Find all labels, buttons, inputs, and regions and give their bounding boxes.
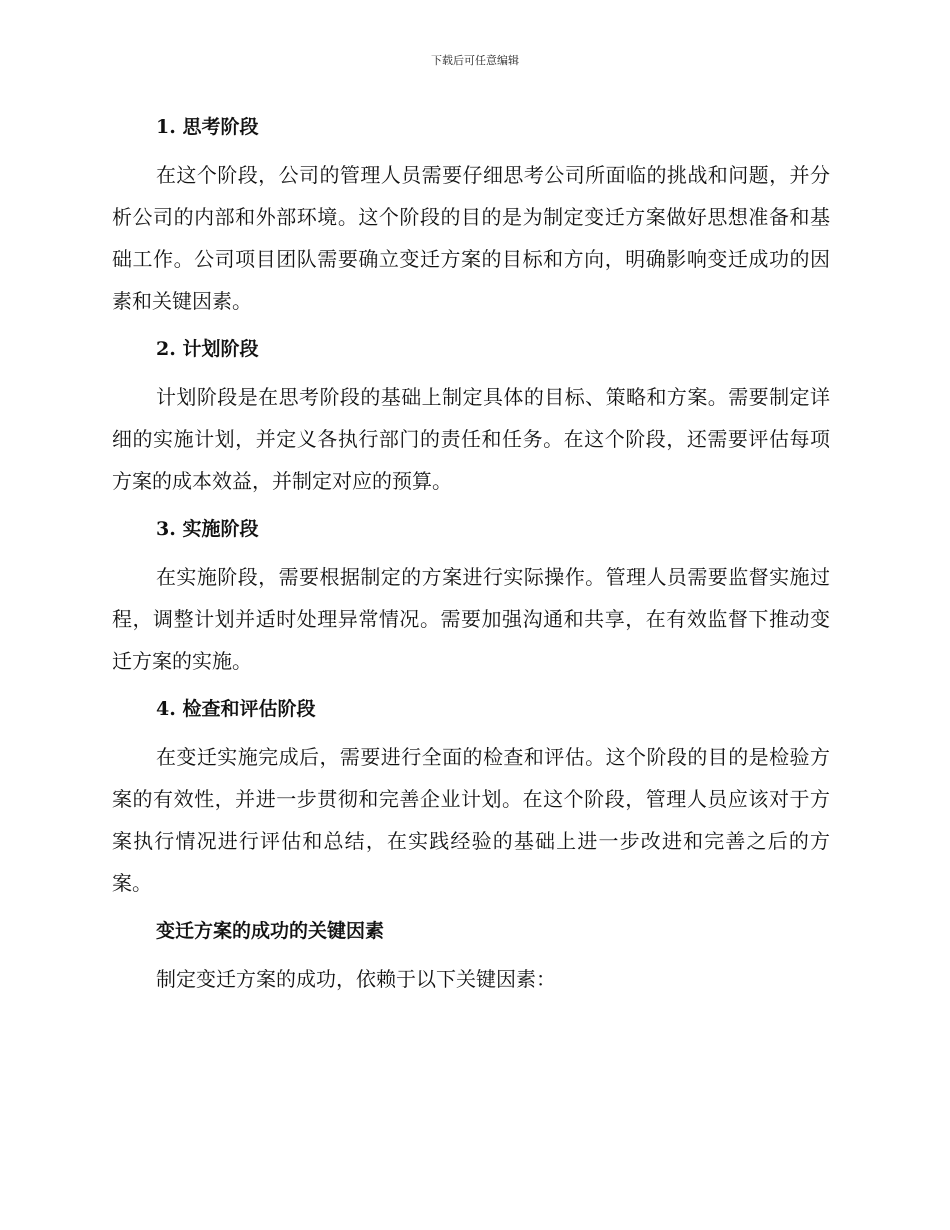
section-paragraph-thinking: 在这个阶段，公司的管理人员需要仔细思考公司所面临的挑战和问题，并分析公司的内部和外部环境。这个阶段的目的是为制定变迁方案做好思想准备和基础工作。公司项目团队需要确立变迁方案的目标和方向，明确影响变迁成功的因素和关键因素。 [112,163,830,313]
page-header: 下载后可任意编辑 [431,54,519,67]
section-heading-implementation: 3. 实施阶段 [156,518,259,540]
section-heading-planning: 2. 计划阶段 [156,338,259,360]
section-heading-key-factors: 变迁方案的成功的关键因素 [156,920,385,942]
section-heading-thinking: 1. 思考阶段 [156,116,259,138]
section-heading-review: 4. 检查和评估阶段 [156,698,316,720]
section-paragraph-planning: 计划阶段是在思考阶段的基础上制定具体的目标、策略和方案。需要制定详细的实施计划，并定义各执行部门的责任和任务。在这个阶段，还需要评估每项方案的成本效益，并制定对应的预算。 [112,385,830,493]
section-paragraph-key-factors: 制定变迁方案的成功，依赖于以下关键因素： [156,967,556,991]
section-paragraph-review: 在变迁实施完成后，需要进行全面的检查和评估。这个阶段的目的是检验方案的有效性，并进一步贯彻和完善企业计划。在这个阶段，管理人员应该对于方案执行情况进行评估和总结，在实践经验的基础上进一步改进和完善之后的方案。 [112,745,830,895]
section-paragraph-implementation: 在实施阶段，需要根据制定的方案进行实际操作。管理人员需要监督实施过程，调整计划并适时处理异常情况。需要加强沟通和共享，在有效监督下推动变迁方案的实施。 [112,565,830,673]
document-body [112,112,830,1000]
